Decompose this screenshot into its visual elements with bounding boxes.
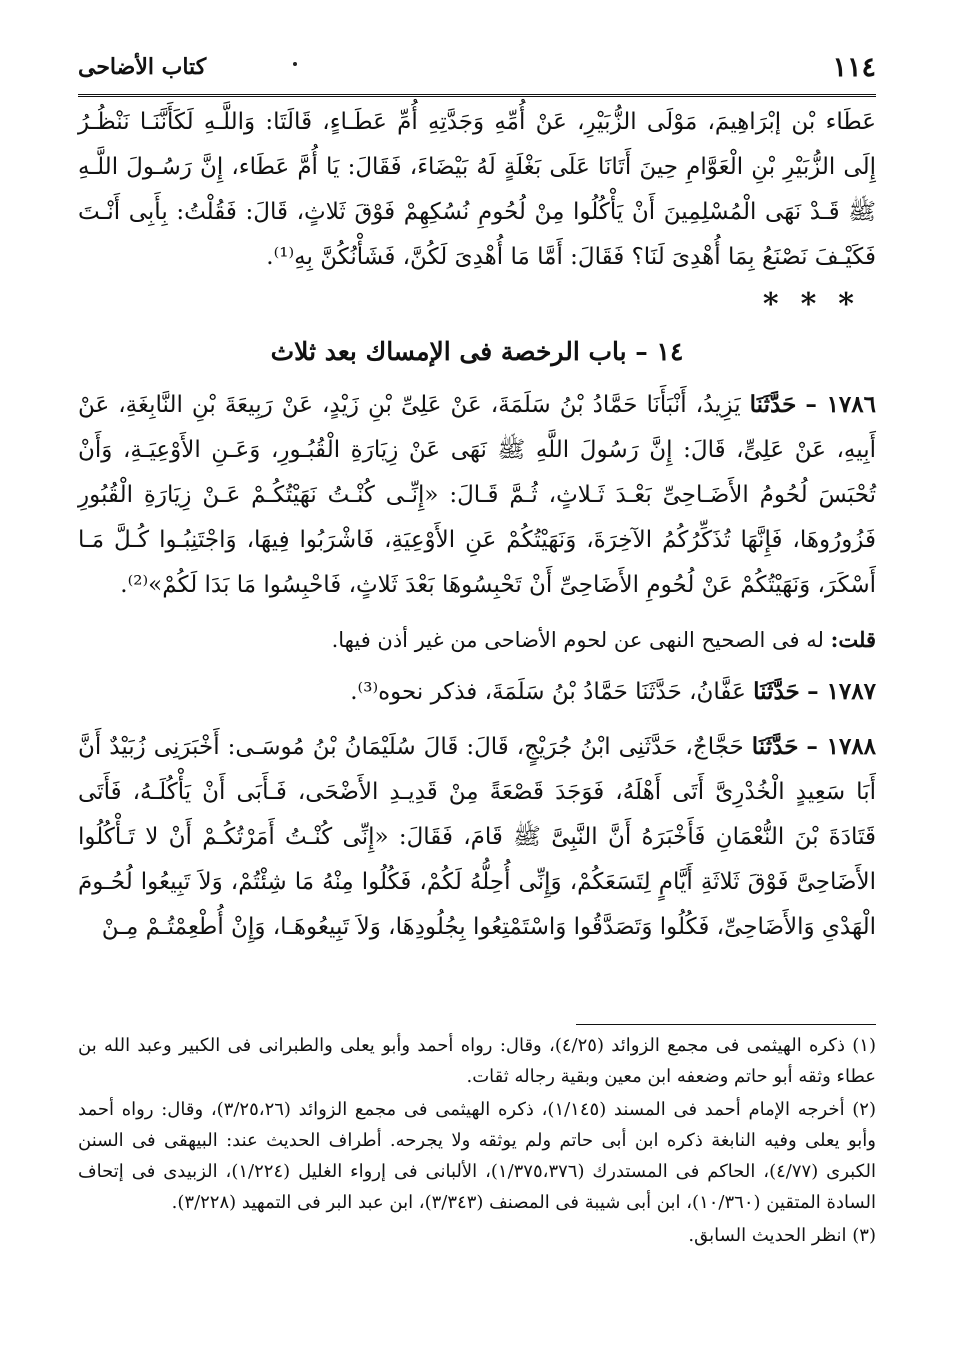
section-separator: *** <box>762 287 876 322</box>
hadith-lead: حَدَّثَنَا <box>753 678 800 705</box>
hadith-lead: حَدَّثَنَا <box>749 391 797 418</box>
footnote-1: (١) ذكره الهيثمى فى مجمع الزوائد (٤/٢٥)، وقال: رواه أحمد وأبو يعلى والطبرانى فى الكبير وعبد الله بن عطاء وثقه أبو حاتم وضعفه ابن معين وبقية رجاله ثقات. <box>78 1035 876 1087</box>
hadith-1786 <box>78 382 876 608</box>
running-title: كتاب الأضاحى <box>78 54 207 80</box>
hadith-text: يَزِيدُ، أَنْبَأَنَا حَمَّادُ بْنُ سَلَمَةَ، عَنْ عَلِىِّ بْنِ زَيْدٍ، عَنْ رَبِيعَةَ بْنِ النَّابِغَةِ، عَنْ أَبِيهِ، عَنْ عَلِىٍّ، قَالَ: إِنَّ رَسُولَ اللَّهِ ﷺ نَهَى عَنْ زِيَارَةِ الْقُبُـورِ، وَعَـنِ الأَوْعِيَـةِ، وَأَنْ تُحْبَسَ لُحُومُ الأَضَـاحِىِّ بَعْـدَ ثَـلاثٍ، ثُـمَّ قَـالَ: «إِنِّـى كُنْـتُ نَهَيْتُكُـمْ عَـنْ زِيَارَةِ الْقُبُورِ فَزُورُوهَا، فَإِنَّهَا تُذَكِّرُكُمُ الآخِرَةَ، وَنَهَيْتُكُمْ عَنِ الأَوْعِيَةِ، فَاشْرَبُوا فِيهَا، وَاجْتَنِبُـوا كُـلَّ مَـا أَسْكَرَ، وَنَهَيْتُكُمْ عَنْ لُحُومِ الأَضَاحِىِّ أَنْ تَحْبِسُوهَا بَعْدَ ثَلاثٍ، فَاحْبِسُوا مَا بَدَا لَكُمْ»⁽²⁾. <box>78 392 876 598</box>
hadith-text: عَفَّانُ، حَدَّثَنَا حَمَّادُ بْنُ سَلَمَةَ، فذكر نحوه⁽³⁾. <box>350 679 746 705</box>
hadith-number: ١٧٨٦ – <box>805 391 876 418</box>
footnote-3: (٣) انظر الحديث السابق. <box>688 1225 876 1246</box>
page-number: ١١٤ <box>832 52 876 83</box>
hadith-number: ١٧٨٨ – <box>806 733 877 760</box>
hadith-1787 <box>78 670 876 714</box>
footnote-rule <box>576 1024 876 1025</box>
chapter-heading: ١٤ – باب الرخصة فى الإمساك بعد ثلاث <box>270 337 684 366</box>
hadith-lead: حَدَّثَنَا <box>751 733 799 760</box>
comment-lead: قلت: <box>830 627 876 652</box>
hadith-text: حَجَّاجٌ، حَدَّثَنِى ابْنُ جُرَيْجٍ، قَالَ: قَالَ سُلَيْمَانُ بْنُ مُوسَـى: أَخْبَرَنِى زُبَيْدٌ أَنَّ أَبَا سَعِيدٍ الْخُدْرِىَّ أَتَى أَهْلَهُ، فَوَجَدَ قَصْعَةً مِنْ قَدِيـدِ الأَضْحَى، فَـأَبَى أَنْ يَأْكُلَـهُ، فَأَتَى قَتَادَةَ بْنَ النُّعْمَانِ فَأَخْبَرَهُ أَنَّ النَّبِىَّ ﷺ قَامَ، فَقَالَ: «إِنِّى كُنْـتُ أَمَرْتُكُـمْ أَنْ لا تَـأْكُلُوا الأَضَاحِىَّ فَوْقَ ثَلاثَةِ أَيَّامٍ لِتَسَعَكُمْ، وَإِنِّى أُحِلُّهُ لَكُمْ، فَكُلُوا مِنْهُ مَا شِئْتُمْ، وَلاَ تَبِيعُوا لُحُـومَ الْهَدْىِ وَالأَضَاحِىِّ، فَكُلُوا وَتَصَدَّقُوا وَاسْتَمْتِعُوا بِجُلُودِهَا، وَلاَ تَبِيعُوهَـا، وَإِنْ أُطْعِمْتُـمْ مِـنْ <box>78 734 876 940</box>
intro-paragraph: عَطَاء بْن إبْرَاهِيمَ، مَوْلَى الزُّبَيْرِ، عَنْ أُمِّهِ وَجَدَّتِهِ أُمِّ عَطَـاءٍ، قَالَتَا: وَاللَّـهِ لَكَأَنَّنَـا نَنْظُـرُ إِلَى الزُّبَيْرِ بْنِ الْعَوَّامِ حِينَ أَتَانَا عَلَى بَغْلَةٍ لَهُ بَيْضَاءَ، فَقَالَ: يَا أُمَّ عَطَاء، إِنَّ رَسُـولَ اللَّـهِ ﷺ قَـدْ نَهَى الْمُسْلِمِينَ أَنْ يَأْكُلُوا مِنْ لُحُومِ نُسُكِهِمْ فَوْقَ ثَلاثٍ، قَالَ: فَقُلْتُ: بِأَبِى أَنْـتَ فَكَيْـفَ نَصْنَعُ بِمَا أُهْدِىَ لَنَا؟ فَقَالَ: أَمَّا مَا أُهْدِىَ لَكُنَّ، فَشَأْنُكُنَّ بِهِ⁽¹⁾. <box>78 109 876 270</box>
main-text <box>78 100 876 950</box>
header-rule <box>78 94 876 97</box>
hadith-1788 <box>78 724 876 950</box>
author-comment <box>78 620 876 660</box>
comment-text: له فى الصحيح النهى عن لحوم الأضاحى من غير أذن فيها. <box>331 628 824 652</box>
footnote-2: (٢) أخرجه الإمام أحمد فى المسند (١/١٤٥)، ذكره الهيثمى فى مجمع الزوائد (٣/٢٥،٢٦)، وقال: رواه أحمد وأبو يعلى وفيه النابغة ذكره ابن أبى حاتم ولم يوثقه ولا يجرحه. أطراف الحديث عند: البيهقى فى السنن الكبرى (٤/٧٧)، الحاكم فى المستدرك (١/٣٧٥،٣٧٦)، الألبانى فى إرواء الغليل (١/٢٢٤)، الزبيدى فى إتحاف السادة المتقين (١٠/٣٦٠)، ابن أبى شيبة فى المصنف (٣/٣٤٣)، ابن عبد البر فى التمهيد (٣/٢٢٨). <box>78 1099 877 1213</box>
page-header <box>78 52 876 94</box>
header-dot <box>293 62 297 66</box>
hadith-number: ١٧٨٧ – <box>807 678 876 705</box>
footnotes <box>78 1030 876 1253</box>
